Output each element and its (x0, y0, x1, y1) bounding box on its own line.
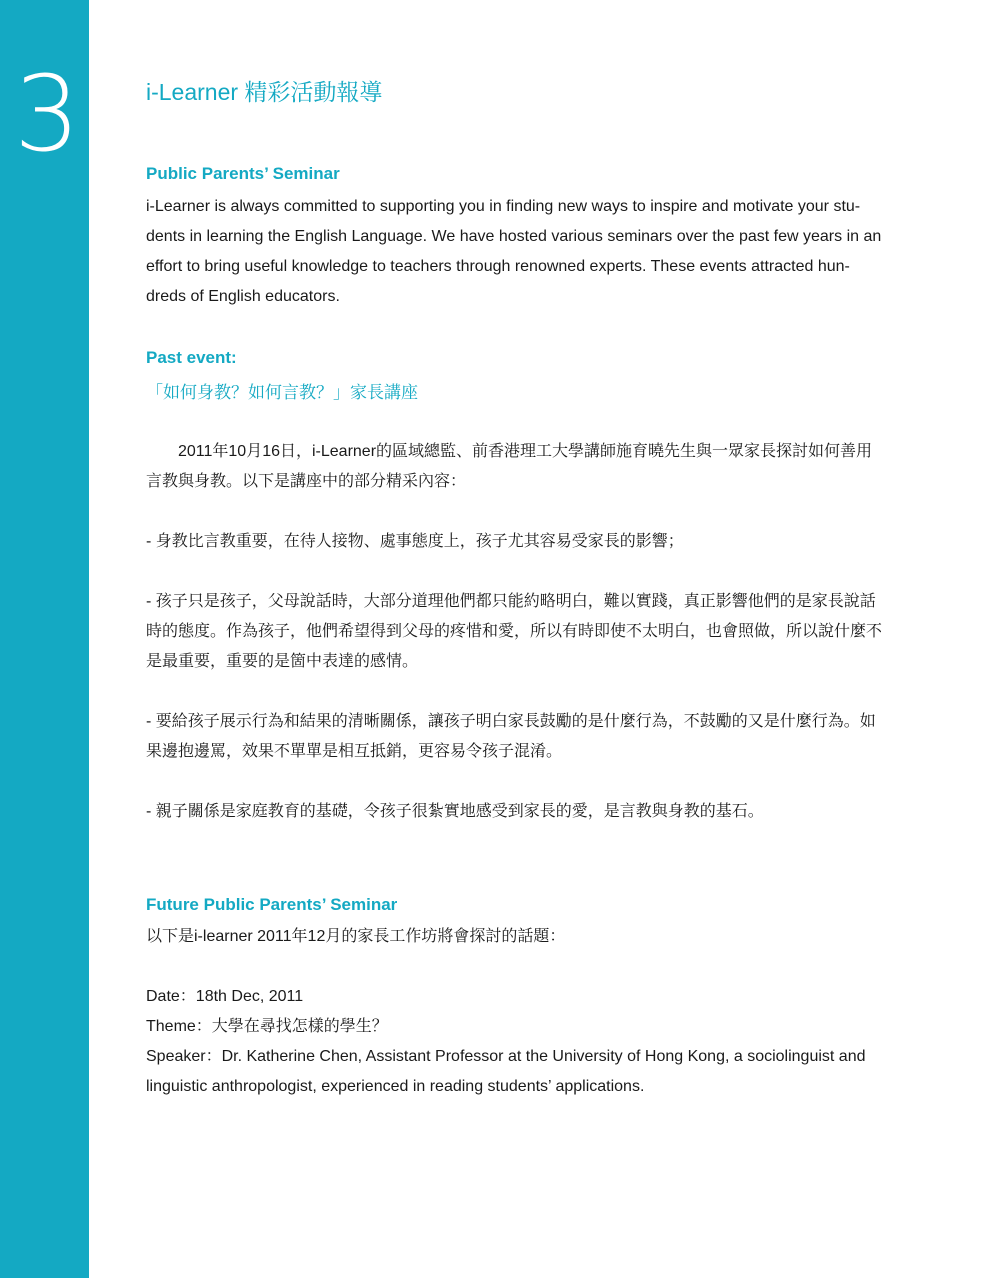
past-event-title: 「如何身教？如何言教？」家長講座 (146, 383, 418, 402)
bullet-point (146, 587, 946, 677)
past-event-intro (146, 437, 946, 497)
paragraph-line: i-Learner is always committed to supporting you in finding new ways to inspire and motivate your stu- (146, 198, 861, 215)
section-heading-future-seminar: Future Public Parents’ Seminar (146, 895, 398, 914)
paragraph-line: 言教與身教。以下是講座中的部分精采內容： (146, 473, 467, 490)
paragraph-line: dents in learning the English Language. We have hosted various seminars over the past few years in an (146, 228, 882, 245)
seminar-theme: Theme：大學在尋找怎樣的學生？ (146, 1018, 388, 1035)
section-heading-public-seminar: Public Parents’ Seminar (146, 164, 340, 183)
page-title: i-Learner 精彩活動報導 (146, 79, 383, 105)
paragraph-line: 以下是i-learner 2011年12月的家長工作坊將會探討的話題： (146, 928, 566, 945)
seminar-speaker: Speaker：Dr. Katherine Chen, Assistant Professor at the University of Hong Kong, a sociolinguist and (146, 1048, 866, 1065)
chapter-sidebar (0, 0, 89, 1278)
seminar-details (146, 982, 946, 1102)
bullet-point (146, 707, 946, 767)
paragraph-line: dreds of English educators. (146, 288, 340, 305)
bullet-point (146, 797, 946, 827)
paragraph-line: 時的態度。作為孩子，他們希望得到父母的疼惜和愛，所以有時即使不太明白，也會照做，所以說什麼不 (146, 623, 883, 640)
paragraph-line: 2011年10月16日，i-Learner的區域總監、前香港理工大學講師施育曉先生與一眾家長探討如何善用 (178, 443, 873, 460)
section-heading-past-event: Past event: (146, 348, 237, 367)
chapter-number: 3 (14, 53, 79, 175)
paragraph-line: - 要給孩子展示行為和結果的清晰關係，讓孩子明白家長鼓勵的是什麼行為，不鼓勵的又是什麼行為。如 (146, 713, 876, 730)
seminar-date: Date：18th Dec, 2011 (146, 988, 304, 1005)
paragraph-line: - 親子關係是家庭教育的基礎，令孩子很紮實地感受到家長的愛，是言教與身教的基石。 (146, 803, 764, 820)
bullet-point (146, 527, 946, 557)
paragraph-line: - 身教比言教重要，在待人接物、處事態度上，孩子尤其容易受家長的影響； (146, 533, 684, 550)
seminar-speaker-continued: linguistic anthropologist, experienced in reading students’ applications. (146, 1078, 645, 1095)
paragraph-line: 是最重要，重要的是箇中表達的感情。 (146, 653, 419, 670)
paragraph-line: 果邊抱邊罵，效果不單單是相互抵銷，更容易令孩子混淆。 (146, 743, 563, 760)
paragraph-line: - 孩子只是孩子，父母說話時，大部分道理他們都只能約略明白，難以實踐，真正影響他們的是家長說話 (146, 593, 876, 610)
paragraph-line: effort to bring useful knowledge to teachers through renowned experts. These events attracted hun- (146, 258, 850, 275)
future-seminar-intro (146, 922, 946, 952)
section-intro-paragraph (146, 192, 946, 312)
